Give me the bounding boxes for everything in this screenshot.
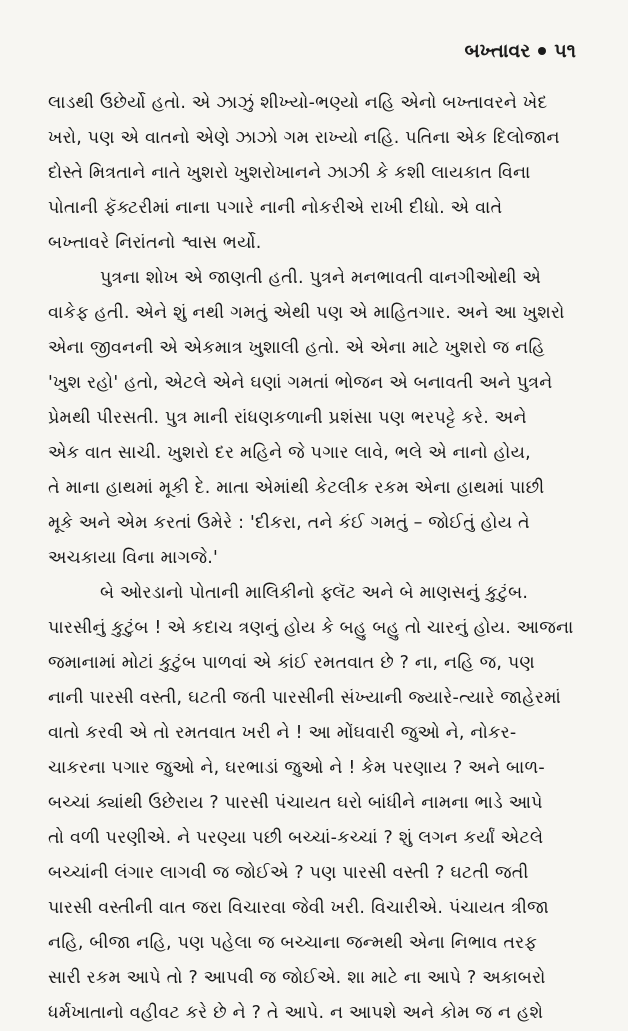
text-line: તે માના હાથમાં મૂકી દે. માતા એમાંથી કેટલીક રકમ એના હાથમાં પાછી (48, 478, 545, 498)
text-line: ચાકરના પગાર જુઓ ને, ઘરભાડાં જુઓ ને ! કેમ પરણાય ? અને બાળ- (48, 758, 545, 778)
text-line: મૂકે અને એમ કરતાં ઉમેરે : 'દીકરા, તને કંઈ ગમતું – જોઈતું હોય તે (48, 513, 530, 533)
text-line: બે ઓરડાનો પોતાની માલિકીનો ફ્લૅટ અને બે માણસનું કુટુંબ. (100, 583, 529, 603)
text-line: પોતાની ફૅક્ટરીમાં નાના પગારે નાની નોકરીએ રાખી દીધો. એ વાતે (48, 198, 503, 218)
text-line: નાની પારસી વસ્તી, ઘટતી જતી પારસીની સંખ્યાની જ્યારે-ત્યારે જાહેરમાં (48, 688, 561, 708)
text-line: એના જીવનની એ એકમાત્ર ખુશાલી હતો. એ એના માટે ખુશરો જ નહિ (48, 338, 545, 358)
text-line: સારી રકમ આપે તો ? આપવી જ જોઈએ. શા માટે ના આપે ? અકાબરો (48, 968, 546, 988)
text-line: ધર્મખાતાનો વહીવટ કરે છે ને ? તે આપે. ન આપશે અને કોમ જ ન હશે (48, 1003, 544, 1023)
text-line: દોસ્તે મિત્રતાને નાતે ખુશરો ખુશરોખાનને ઝાઝી કે કશી લાયકાત વિના (48, 163, 531, 183)
text-line: લાડથી ઉછેર્યો હતો. એ ઝાઝું શીખ્યો-ભણ્યો નહિ એનો બખ્તાવરને ખેદ (48, 93, 548, 113)
text-line: 'ખુશ રહો' હતો, એટલે એને ઘણાં ગમતાં ભોજન એ બનાવતી અને પુત્રને (48, 373, 553, 393)
text-line: પ્રેમથી પીરસતી. પુત્ર માની રાંધણકળાની પ્રશંસા પણ ભરપટ્ટે કરે. અને (48, 408, 527, 428)
text-line: પુત્રના શોખ એ જાણતી હતી. પુત્રને મનભાવતી વાનગીઓથી એ (100, 268, 542, 288)
text-line: બચ્ચાંની લંગાર લાગવી જ જોઈએ ? પણ પારસી વસ્તી ? ઘટતી જતી (48, 863, 529, 883)
page-number: ૫૧ (554, 40, 576, 62)
running-header (465, 40, 577, 62)
bullet-separator (538, 47, 546, 55)
text-line: બખ્તાવરે નિરાંતનો શ્વાસ ભર્યો. (48, 233, 262, 253)
text-line: વાકેફ હતી. એને શું નથી ગમતું એથી પણ એ માહિતગાર. અને આ ખુશરો (48, 303, 565, 323)
page-body (48, 86, 588, 1031)
text-line: એક વાત સાચી. ખુશરો દર મહિને જે પગાર લાવે, ભલે એ નાનો હોય, (48, 443, 531, 463)
text-line: અચકાયા વિના માગજે.' (48, 548, 218, 568)
text-line: તો વળી પરણીએ. ને પરણ્યા પછી બચ્ચાં-કચ્ચાં ? શું લગન કર્યાં એટલે (48, 828, 544, 848)
book-title: બખ્તાવર (464, 40, 531, 62)
text-line: બચ્ચાં ક્યાંથી ઉછેરાય ? પારસી પંચાયત ઘરો બાંધીને નામના ભાડે આપે (48, 793, 543, 813)
text-line: જમાનામાં મોટાં કુટુંબ પાળવાં એ કાંઈ રમતવાત છે ? ના, નહિ જ, પણ (48, 653, 535, 673)
text-line: વાતો કરવી એ તો રમતવાત ખરી ને ! આ મોંઘવારી જુઓ ને, નોકર- (48, 723, 517, 743)
text-line: પારસી વસ્તીની વાત જરા વિચારવા જેવી ખરી. વિચારીએ. પંચાયત ત્રીજા (48, 898, 549, 918)
text-line: નહિ, બીજા નહિ, પણ પહેલા જ બચ્ચાના જન્મથી એના નિભાવ તરફ (48, 933, 538, 953)
text-line: ખરો, પણ એ વાતનો એણે ઝાઝો ગમ રાખ્યો નહિ. પતિના એક દિલોજાન (48, 128, 560, 148)
text-line: પારસીનું કુટુંબ ! એ કદાચ ત્રણનું હોય કે બહુ બહુ તો ચારનું હોય. આજના (48, 618, 574, 638)
